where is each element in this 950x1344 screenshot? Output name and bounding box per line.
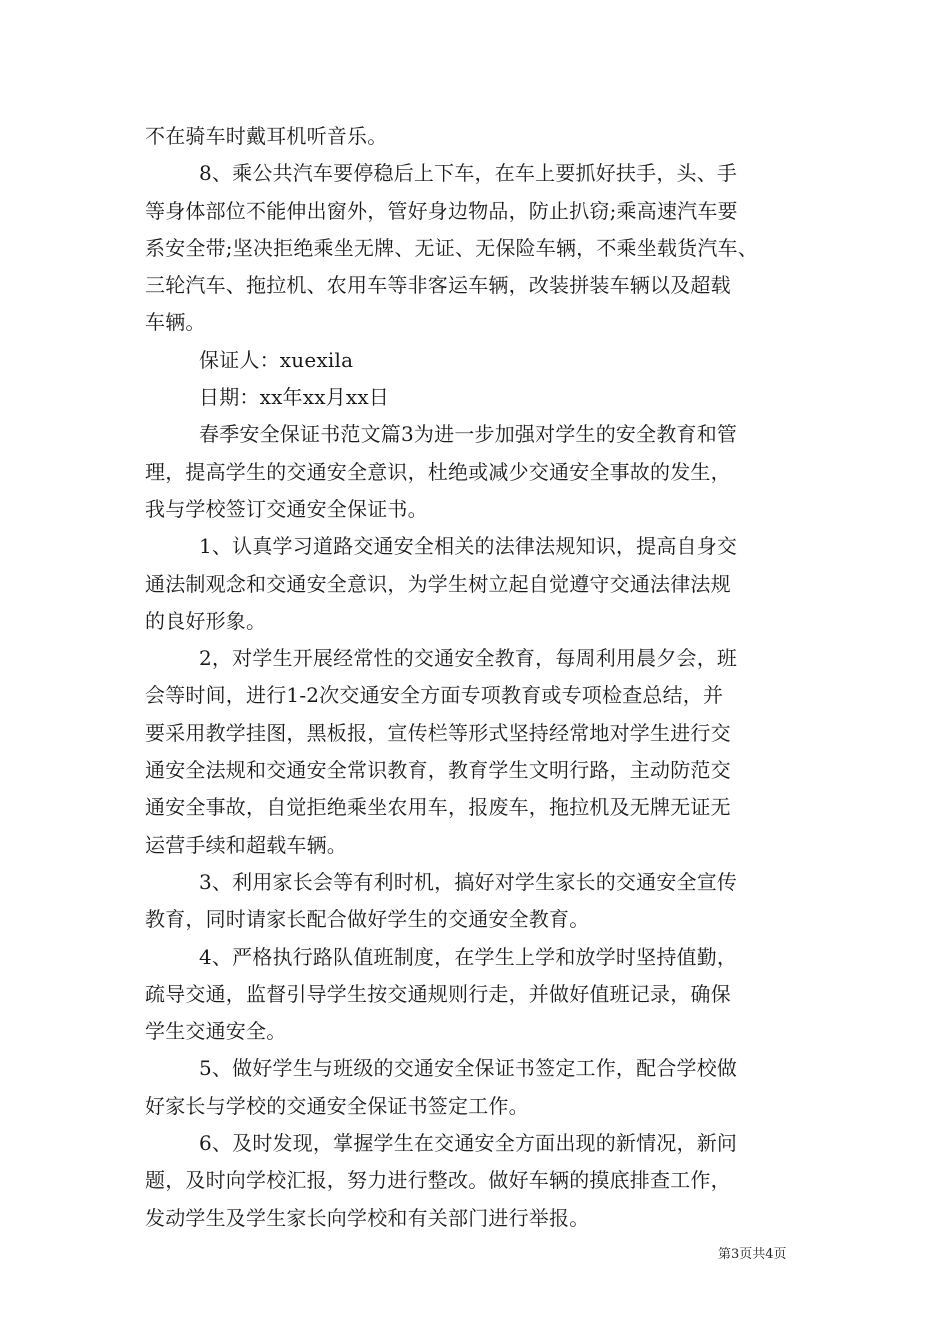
text-line: 的良好形象。 [145, 608, 267, 633]
text-line: 1、认真学习道路交通安全相关的法律法规知识，提高自身交 [199, 534, 738, 559]
text-line: 4、严格执行路队值班制度，在学生上学和放学时坚持值勤， [199, 944, 738, 969]
text-line: 运营手续和超载车辆。 [145, 832, 347, 857]
page-number: 第3页共4页 [718, 1247, 787, 1262]
text-line: 疏导交通，监督引导学生按交通规则行走，并做好值班记录，确保 [145, 981, 731, 1006]
paragraph [145, 1125, 810, 1237]
paragraph [145, 640, 810, 864]
text-line: 通安全事故，自觉拒绝乘坐农用车，报废车，拖拉机及无牌无证无 [145, 795, 731, 820]
text-line: 学生交通安全。 [145, 1019, 287, 1044]
document-body [145, 118, 810, 1237]
paragraph [145, 939, 810, 1051]
text-line: 要采用教学挂图，黑板报，宣传栏等形式坚持经常地对学生进行交 [145, 720, 731, 745]
paragraph [145, 416, 810, 528]
text-line: 不在骑车时戴耳机听音乐。 [145, 124, 388, 148]
text-line: 车辆。 [145, 310, 206, 335]
date-line [145, 379, 810, 416]
text-line: 2，对学生开展经常性的交通安全教育，每周利用晨夕会，班 [199, 646, 738, 671]
text-line: 发动学生及学生家长向学校和有关部门进行举报。 [145, 1205, 590, 1230]
text-line: 会等时间，进行1-2次交通安全方面专项教育或专项检查总结，并 [145, 683, 724, 708]
text-line: 我与学校签订交通安全保证书。 [145, 496, 428, 521]
paragraph [145, 528, 810, 640]
text-line: 5、做好学生与班级的交通安全保证书签定工作，配合学校做 [199, 1056, 738, 1081]
paragraph [145, 155, 810, 341]
text-line: 6、及时发现，掌握学生在交通安全方面出现的新情况，新问 [199, 1131, 738, 1156]
text-line: 教育，同时请家长配合做好学生的交通安全教育。 [145, 907, 590, 932]
text-line: 系安全带;坚决拒绝乘坐无牌、无证、无保险车辆，不乘坐载货汽车、 [145, 235, 758, 260]
text-line: 通法制观念和交通安全意识，为学生树立起自觉遵守交通法律法规 [145, 571, 731, 596]
text-line: 通安全法规和交通安全常识教育，教育学生文明行路，主动防范交 [145, 758, 731, 783]
text-line: 题，及时向学校汇报，努力进行整改。做好车辆的摸底排查工作， [145, 1168, 731, 1193]
guarantor-line [145, 342, 810, 379]
text-line: 好家长与学校的交通安全保证书签定工作。 [145, 1093, 529, 1118]
text-line: 等身体部位不能伸出窗外，管好身边物品，防止扒窃;乘高速汽车要 [145, 198, 738, 223]
text-line: 3、利用家长会等有利时机，搞好对学生家长的交通安全宣传 [199, 869, 738, 894]
text-line: 春季安全保证书范文篇3为进一步加强对学生的安全教育和管 [199, 422, 738, 447]
text-line: 日期：xx年xx月xx日 [199, 385, 390, 410]
text-line: 保证人：xuexila [199, 347, 354, 372]
paragraph [145, 864, 810, 939]
text-line: 理，提高学生的交通安全意识，杜绝或减少交通安全事故的发生， [145, 459, 731, 484]
text-line: 8、乘公共汽车要停稳后上下车，在车上要抓好扶手，头、手 [199, 161, 738, 186]
text-line: 三轮汽车、拖拉机、农用车等非客运车辆，改装拼装车辆以及超载 [145, 273, 731, 298]
paragraph [145, 118, 810, 155]
paragraph [145, 1050, 810, 1125]
